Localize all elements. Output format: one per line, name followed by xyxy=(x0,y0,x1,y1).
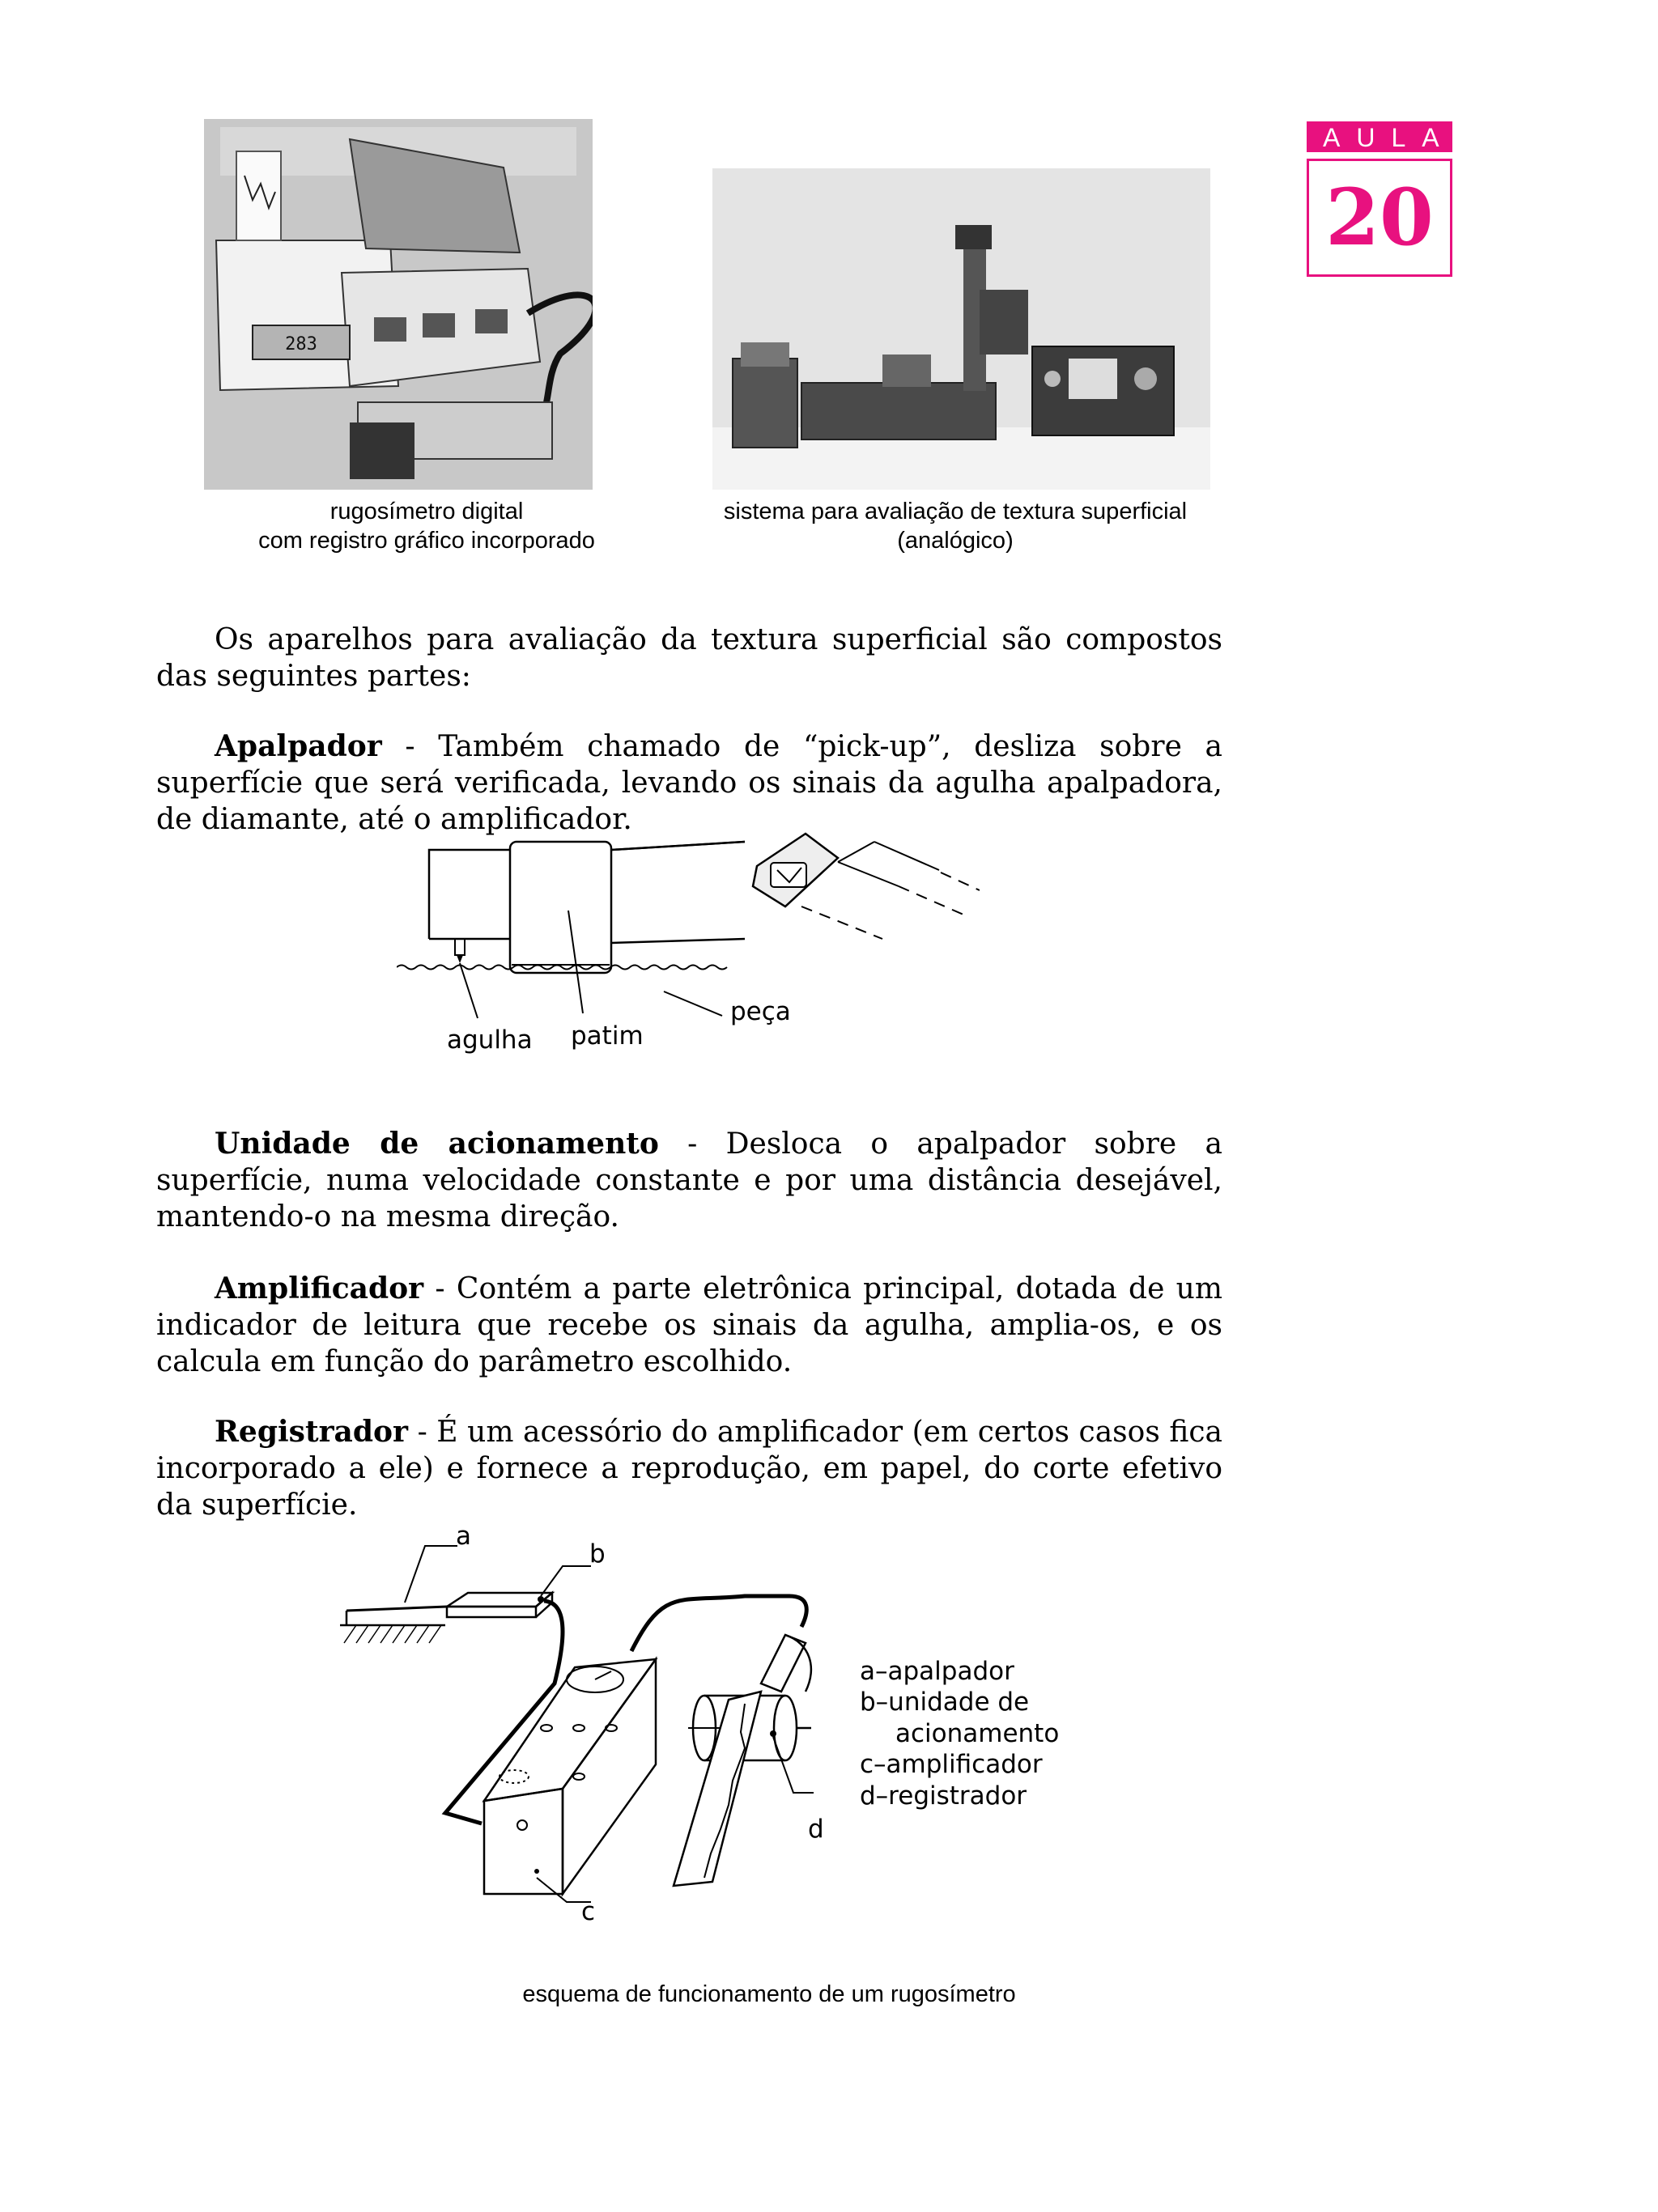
photo-digital-roughness-tester xyxy=(204,119,593,490)
legend-apalpador: a–apalpador xyxy=(860,1657,1014,1686)
apalpador-text: - Também chamado de “pick-up”, desliza sobre a superfície que será verificada, levando os sinais da agulha apalpadora, de diamante, até o amplificador. xyxy=(156,730,1222,836)
scheme-caption: esquema de funcionamento de um rugosímetro xyxy=(522,1981,1016,2007)
label-c: c xyxy=(581,1897,596,1926)
photo-caption-1-line2: com registro gráfico incorporado xyxy=(258,528,595,554)
amplificador-text: - Contém a parte eletrônica principal, dotada de um indicador de leitura que recebe os sinais da agulha, amplia-os, e os calcula em função do parâmetro escolhido. xyxy=(156,1272,1222,1378)
label-patim: patim xyxy=(571,1021,644,1051)
registrador-text: - É um acessório do amplificador (em certos casos fica incorporado a ele) e fornece a reprodução, em papel, do corte efetivo da superfície. xyxy=(156,1416,1222,1522)
legend-registrador: d–registrador xyxy=(860,1781,1027,1811)
unidade-term: Unidade de acionamento xyxy=(215,1127,659,1161)
display-reading: 283 xyxy=(285,334,317,355)
apalpador-paragraph xyxy=(156,728,1222,838)
lesson-number: 20 xyxy=(1325,172,1434,263)
label-d: d xyxy=(808,1815,824,1844)
registrador-paragraph xyxy=(156,1414,1222,1523)
label-agulha: agulha xyxy=(447,1025,533,1055)
unidade-text: - Desloca o apalpador sobre a superfície, numa velocidade constante e por uma distância desejável, mantendo-o na mesma direção. xyxy=(156,1127,1222,1233)
registrador-term: Registrador xyxy=(215,1415,409,1449)
intro-paragraph xyxy=(156,622,1222,694)
photo-caption-2-line1: sistema para avaliação de textura superficial xyxy=(723,499,1188,524)
photo-analog-texture-system xyxy=(712,168,1210,490)
scheme-legend xyxy=(860,1657,1059,1811)
amplificador-term: Amplificador xyxy=(215,1272,424,1306)
pickup-diagram xyxy=(397,826,980,1068)
roughness-tester-scheme xyxy=(324,1522,1101,1942)
label-a: a xyxy=(456,1522,471,1551)
photo-caption-1-line1: rugosímetro digital xyxy=(329,499,524,524)
label-b: b xyxy=(589,1539,606,1569)
intro-text: Os aparelhos para avaliação da textura superficial são compostos das seguintes partes: xyxy=(156,623,1222,693)
apalpador-term: Apalpador xyxy=(215,729,382,763)
photo-caption-2 xyxy=(696,497,1214,555)
amplificador-paragraph xyxy=(156,1271,1222,1380)
lesson-badge-number-box xyxy=(1307,159,1452,277)
unidade-paragraph xyxy=(156,1126,1222,1235)
lesson-badge xyxy=(1307,121,1456,275)
legend-amplificador: c–amplificador xyxy=(860,1750,1043,1779)
lesson-badge-label: AULA xyxy=(1307,121,1452,152)
photo-caption-1 xyxy=(204,497,649,555)
photo-caption-2-line2: (analógico) xyxy=(897,528,1014,554)
label-peca: peça xyxy=(730,997,791,1026)
legend-unidade-de: b–unidade de xyxy=(860,1688,1030,1717)
legend-acionamento: acionamento xyxy=(895,1719,1060,1748)
